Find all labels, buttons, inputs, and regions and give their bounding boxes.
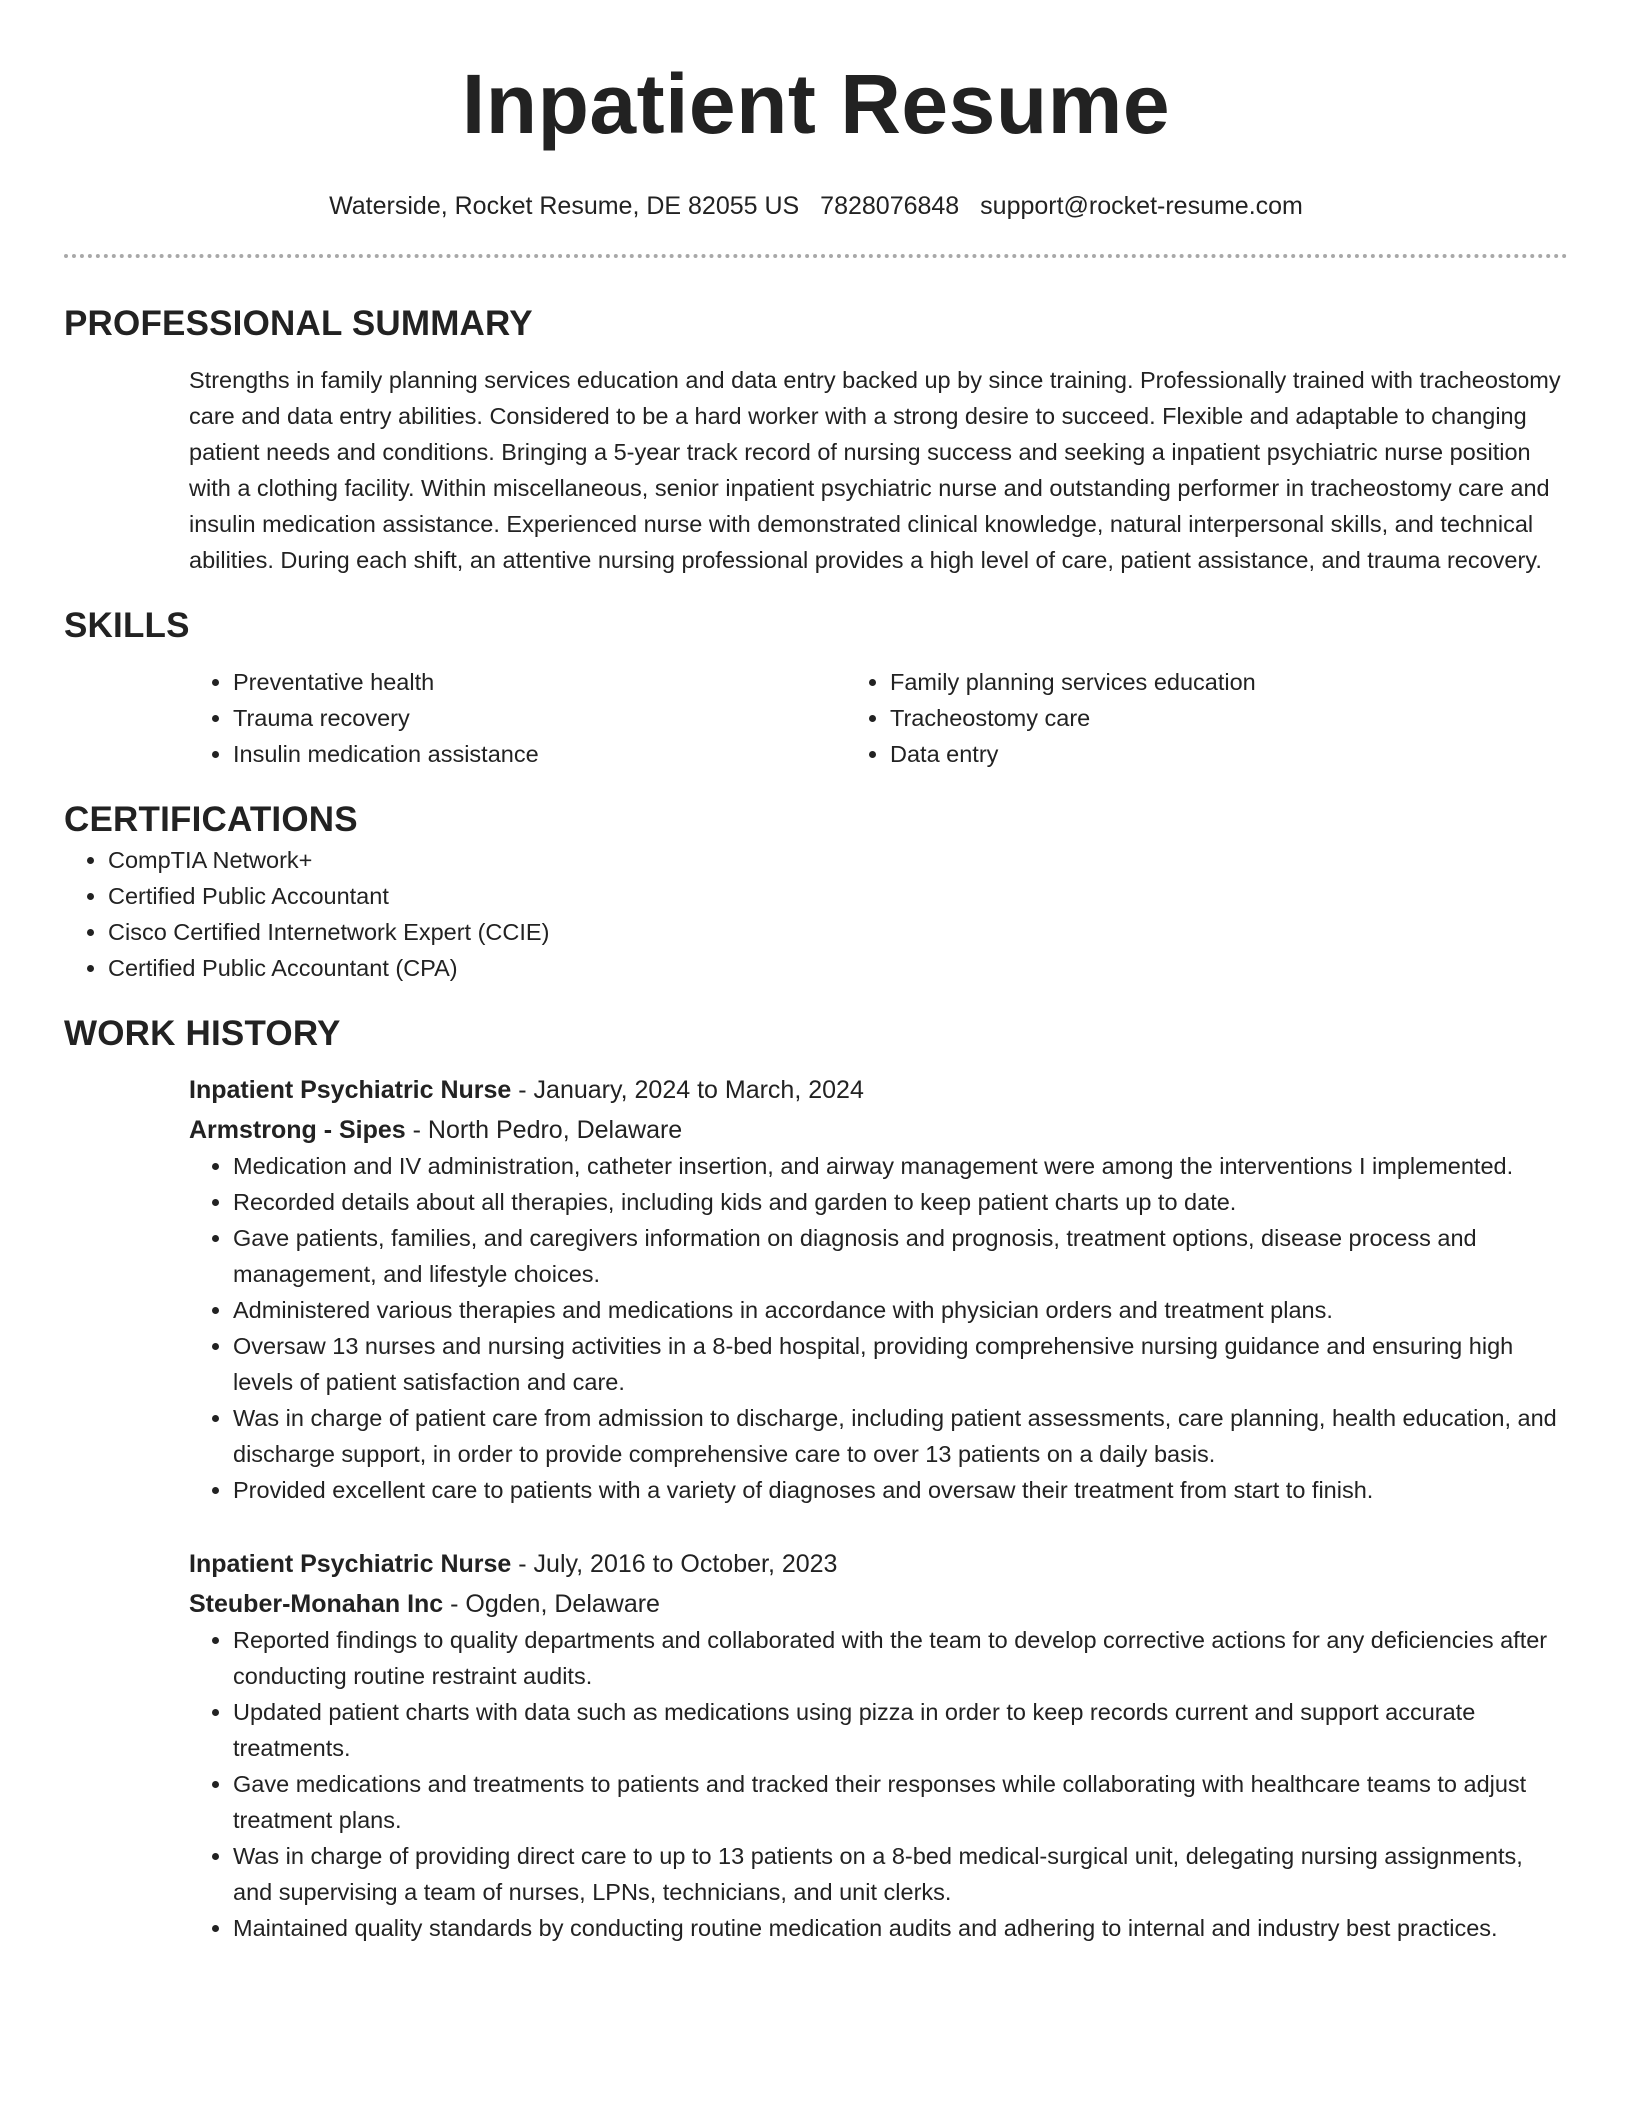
skill-item: • Preventative health [233,664,846,700]
certification-item: • Certified Public Accountant (CPA) [108,950,1568,986]
skill-item: • Tracheostomy care [890,700,1503,736]
skills-section [64,604,1568,772]
job-location: - Ogden, Delaware [443,1590,660,1618]
skill-item: • Data entry [890,736,1503,772]
contact-address: Waterside, Rocket Resume, DE 82055 US [329,192,800,220]
resume-header [0,0,1632,222]
skills-column-right [846,664,1503,772]
certifications-list [64,842,1568,986]
job-bullet: • Updated patient charts with data such as medications using pizza in order to keep records current and support accurate treatments. [233,1694,1568,1766]
job-bullet: • Medication and IV administration, catheter insertion, and airway management were among the interventions I implemented. [233,1148,1568,1184]
skill-item: • Insulin medication assistance [233,736,846,772]
section-heading-summary: PROFESSIONAL SUMMARY [64,304,533,343]
certifications-section [64,798,1568,986]
job-title: Inpatient Psychiatric Nurse [189,1550,512,1578]
skill-item: • Trauma recovery [233,700,846,736]
job-company: Armstrong - Sipes [189,1116,406,1144]
summary-text: Strengths in family planning services education and data entry backed up by since training. Professionally trained with tracheostomy care and data entry abilities. Considered to be a hard worker with a strong desire to succeed. Flexible and adaptable to changing patient needs and conditions. Bringing a 5-year track record of nursing success and seeking a inpatient psychiatric nurse position with a clothing facility. Within miscellaneous, senior inpatient psychiatric nurse and outstanding performer in tracheostomy care and insulin medication assistance. Experienced nurse with demonstrated clinical knowledge, natural interpersonal skills, and technical abilities. During each shift, an attentive nursing professional provides a high level of care, patient assistance, and trauma recovery. [189,367,1561,573]
job-location: - North Pedro, Delaware [405,1116,683,1144]
job-title: Inpatient Psychiatric Nurse [189,1076,512,1104]
skills-list-right [846,664,1503,772]
job-dates: - January, 2024 to March, 2024 [511,1076,864,1104]
contact-phone: 7828076848 [820,192,960,220]
skill-item: • Family planning services education [890,664,1503,700]
job-bullet: • Maintained quality standards by conducting routine medication audits and adhering to internal and industry best practices. [233,1910,1568,1946]
job-company-line [189,1112,1568,1148]
work-history-section [64,1012,1568,1946]
certification-item: • Cisco Certified Internetwork Expert (CCIE) [108,914,1568,950]
job-responsibilities [189,1622,1568,1946]
skills-grid [189,664,1503,772]
job-bullet: • Provided excellent care to patients with a variety of diagnoses and oversaw their treatment from start to finish. [233,1472,1568,1508]
job-bullet: • Gave medications and treatments to patients and tracked their responses while collaborating with healthcare teams to adjust treatment plans. [233,1766,1568,1838]
job-company: Steuber-Monahan Inc [189,1590,444,1618]
job-bullet: • Oversaw 13 nurses and nursing activities in a 8-bed hospital, providing comprehensive nursing guidance and ensuring high levels of patient satisfaction and care. [233,1328,1568,1400]
job-entry [189,1072,1568,1508]
contact-info [0,190,1632,222]
job-company-line [189,1586,1568,1622]
skills-list-left [189,664,846,772]
certification-item: • CompTIA Network+ [108,842,1568,878]
skills-column-left [189,664,846,772]
job-bullet: • Reported findings to quality departments and collaborated with the team to develop corrective actions for any deficiencies after conducting routine restraint audits. [233,1622,1568,1694]
job-entry [189,1546,1568,1946]
contact-email: support@rocket-resume.com [980,192,1303,220]
job-bullet: • Administered various therapies and medications in accordance with physician orders and treatment plans. [233,1292,1568,1328]
resume-title: Inpatient Resume [461,57,1171,151]
certification-item: • Certified Public Accountant [108,878,1568,914]
job-responsibilities [189,1148,1568,1508]
section-heading-work-history: WORK HISTORY [64,1014,341,1053]
section-heading-skills: SKILLS [64,606,190,645]
section-heading-certifications: CERTIFICATIONS [64,800,358,839]
job-bullet: • Recorded details about all therapies, including kids and garden to keep patient charts up to date. [233,1184,1568,1220]
professional-summary-section [64,302,1568,578]
header-divider [64,254,1568,258]
job-title-line [189,1546,1568,1582]
job-bullet: • Was in charge of patient care from admission to discharge, including patient assessments, care planning, health education, and discharge support, in order to provide comprehensive care to over 13 patients on a daily basis. [233,1400,1568,1472]
job-bullet: • Gave patients, families, and caregivers information on diagnosis and prognosis, treatment options, disease process and management, and lifestyle choices. [233,1220,1568,1292]
job-dates: - July, 2016 to October, 2023 [511,1550,838,1578]
job-bullet: • Was in charge of providing direct care to up to 13 patients on a 8-bed medical-surgical unit, delegating nursing assignments, and supervising a team of nurses, LPNs, technicians, and unit clerks. [233,1838,1568,1910]
job-title-line [189,1072,1568,1108]
